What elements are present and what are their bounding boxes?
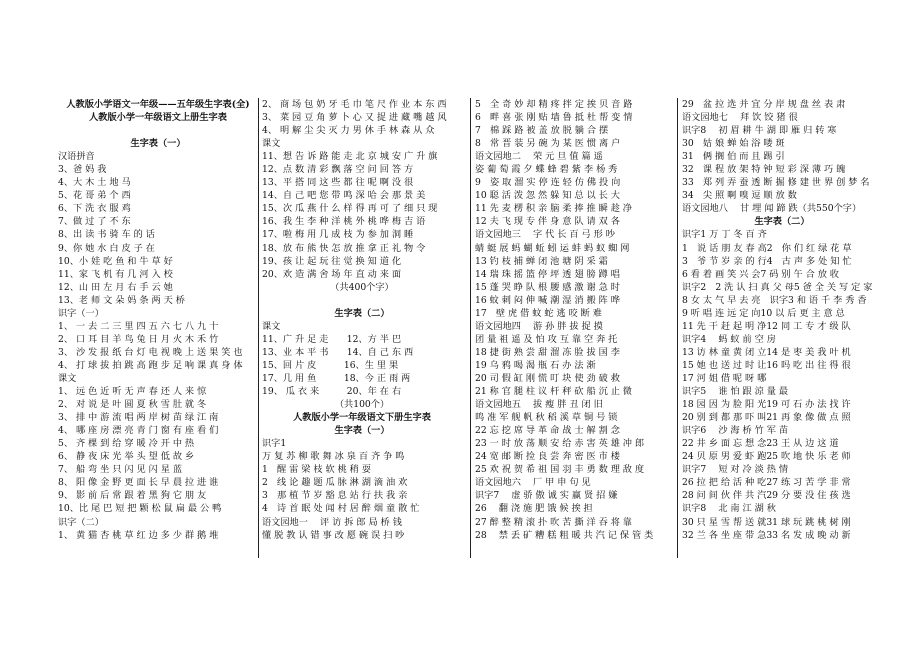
text-line: 11 先 干 赶 起 明 净12 同 工 专 才 级 队: [682, 320, 851, 332]
text-line: 18 园 因 为 脸 阳 光19 可 石 办 法 找 许: [682, 399, 851, 411]
text-line: 14 瑞 珠 摇 篮 停 坪 透 翅 膀 蹲 唱: [475, 268, 620, 280]
text-line: 25 欢 祝 贺 希 祖 国 羽 丰 勇 数 理 敌 度: [475, 464, 645, 476]
text-line: 语文园地四 游 孙 胖 拔 捉 摸: [475, 320, 603, 332]
text-line: 9 姿 取 溜 实 停 连 轻 仿 佛 投 向: [475, 177, 621, 189]
text-line: 15 她 也 送 过 时 让16 吗 吃 出 往 得 很: [682, 359, 851, 371]
text-line: 语文园地二 荣 元 旦 值 篇 遥: [475, 151, 603, 163]
text-line: 课文: [262, 320, 281, 332]
text-line: 8 常 晋 装 另 碗 为 某 医 惯 离 户: [475, 138, 621, 150]
text-line: 懂 脱 教 认 错 事 改 愿 碗 误 扫 吵: [262, 529, 405, 541]
text-line: 26 翻 浇 施 肥 饿 候 挨 担: [475, 503, 593, 515]
text-line: 1、 远 色 近 听 无 声 春 还 人 来 惊: [58, 386, 207, 398]
text-line: 15、次 瓜 燕 什 么 样 得 再 可 了 细 只 现: [262, 203, 438, 215]
text-line: 7、 船 弯 坐 只 闪 见 闪 星 蓝: [58, 464, 183, 476]
text-line: 11、家 飞 机 有 几 河 入 校: [58, 268, 173, 280]
text-line: 13、业 本 平 书 14、自 己 东 西: [262, 346, 414, 358]
text-line: 34 尖 照 啊 嗅 逗 顺 放 数: [682, 190, 797, 202]
text-line: 22 井 乡 面 忘 想 念23 王 从 边 这 道: [682, 438, 839, 450]
text-line: 汉语拼音: [58, 151, 95, 163]
text-line: 人教版小学一年级语文下册生字表: [293, 412, 431, 424]
text-line: 8 女 太 气 早 去 亮 识字3 和 语 千 李 秀 香: [682, 294, 867, 306]
text-line: 23 一 时 放 荡 顺 安 给 赤 害 英 雄 冲 郎: [475, 438, 645, 450]
text-line: 10 聪 活 泼 忽 然 躲 知 总 以 长 大: [475, 190, 620, 202]
column-divider: [258, 98, 259, 558]
text-line: 17 壁 虎 借 蚊 蛇 逃 咬 断 难: [475, 307, 602, 319]
text-line: 语文园地三 字 代 长 百 弓 形 吵: [475, 229, 615, 241]
text-line: 语文园地七 拜 饮 饺 猪 很: [682, 112, 798, 124]
text-line: 1 说 话 朋 友 春 高2 你 们 红 绿 花 草: [682, 242, 852, 254]
text-line: 识字1: [262, 438, 287, 450]
text-line: 语文园地五 拔 瘦 胖 丑 闭 旧: [475, 399, 603, 411]
text-line: 识字8 初 眉 耕 牛 湖 即 雁 归 转 寒: [682, 125, 837, 137]
text-line: 26 拉 把 给 活 种 吃27 练 习 苦 学 非 常: [682, 477, 851, 489]
text-line: 鸣 准 军 舰 帆 秋 稻 溪 草 铜 号 锁: [475, 412, 618, 424]
text-line: 17、啦 梅 用 几 成 枝 为 参 加 洞 睡: [262, 229, 414, 241]
text-line: 6、 静 夜 床 光 举 头 望 低 故 乡: [58, 451, 195, 463]
text-line: 4、 明 解 尘 尖 灭 力 男 休 手 林 森 从 众: [262, 125, 435, 137]
text-line: 4、大 木 土 地 马: [58, 177, 131, 189]
text-line: 16、我 生 李 种 洋 桃 外 桃 哗 梅 吉 语: [262, 216, 426, 228]
text-line: 8、出 读 书 骑 车 的 话: [58, 229, 155, 241]
text-line: 27 醉 整 精 滚 扑 吹 苦 撕 洋 吞 将 靠: [475, 516, 632, 528]
column-2: [262, 98, 462, 558]
text-line: 7 棉 踩 路 被 盖 放 脱 躺 合 摆: [475, 125, 609, 137]
text-line: 1 醒 雷 梁 枝 软 桃 稍 耍: [262, 464, 371, 476]
text-line: 14、自 己 吧 您 带 鸣 深 哈 会 那 景 美: [262, 190, 426, 202]
text-line: 识字2 2 洗 认 扫 真 父 母5 爸 全 关 写 定 家: [682, 281, 873, 293]
text-line: 13、平 搭 同 这 些 都 往 呢 啊 没 很: [262, 177, 414, 189]
text-line: 17 河 姐 借 呢 呀 哪: [682, 372, 767, 384]
text-line: 22 忘 挖 席 导 革 命 战 士 解 割 念: [475, 425, 620, 437]
text-line: 20 别 到 都 那 吓 叫21 再 象 像 做 点 照: [682, 412, 851, 424]
text-line: 3、 排 中 游 流 唱 两 岸 树 苗 绿 江 南: [58, 412, 219, 424]
text-line: 识字4 蚂 蚁 前 空 房: [682, 333, 776, 345]
text-line: 3、 菜 园 豆 角 萝 卜 心 又 捉 进 藏 嘴 越 风: [262, 112, 447, 124]
text-line: 12、山 田 左 月 右 手 云 她: [58, 281, 173, 293]
text-line: 课文: [58, 372, 77, 384]
text-line: 2、 对 说 是 叶 圆 夏 秋 雪 肚 就 冬: [58, 399, 207, 411]
text-line: 13 访 林 童 黄 闭 立14 是 枣 美 我 叶 机: [682, 346, 851, 358]
text-line: 11、广 升 足 走 12、方 半 巴: [262, 333, 402, 345]
text-line: 识字（一）: [58, 307, 104, 319]
text-line: 12、点 数 清 彩 飘 落 空 问 回 答 方: [262, 164, 414, 176]
text-line: 姿 葡 萄 霞 夕 蝶 蜂 碧 紫 李 杨 秀: [475, 164, 618, 176]
text-line: 12 夫 飞 现 专 伴 身 意 队 请 双 各: [475, 216, 620, 228]
text-line: 19 乌 鸦 喝 渴 瓶 石 办 法 渐: [475, 359, 596, 371]
text-line: 33 郑 列 弄 蚕 透 断 掘 修 建 世 界 创 梦 名: [682, 177, 870, 189]
text-line: [262, 294, 462, 307]
text-line: 语文园地六 厂 甲 申 句 见: [475, 477, 591, 489]
text-line: 9、你 她 水 白 皮 子 在: [58, 242, 155, 254]
text-line: [58, 124, 258, 137]
text-line: 30 只 星 雪 帮 送 就31 球 玩 跳 桃 树 刚: [682, 516, 851, 528]
text-line: 4、 打 球 拔 拍 跳 高 跑 步 足 响 课 真 身 体: [58, 359, 243, 371]
text-line: 3 那 植 节 岁 豁 息 站 行 扶 我 亲: [262, 490, 408, 502]
text-line: 32 课 程 放 架 特 钟 短 彩 深 薄 巧 魄: [682, 164, 846, 176]
column-3: [475, 98, 675, 558]
column-1: [58, 98, 258, 558]
text-line: 4、 哪 座 房 漂 亮 青 门 窗 有 座 看 们: [58, 425, 219, 437]
text-line: 生字表（二）: [334, 307, 390, 319]
text-line: 30 姑 娘 蝉 始 浴 喽 斑: [682, 138, 785, 150]
text-line: 蜻 蜓 展 蚂 蝴 蚯 蚓 运 蚌 蚂 蚁 蜘 网: [475, 242, 630, 254]
text-line: 20 司 假 缸 刚 慌 叮 块 使 劲 破 救: [475, 372, 620, 384]
text-line: 9 听 唱 连 远 定 向10 以 后 更 主 意 总: [682, 307, 845, 319]
text-line: 2、 口 耳 目 羊 鸟 兔 日 月 火 木 禾 竹: [58, 333, 219, 345]
text-line: 2 线 论 趣 题 瓜 脉 淋 湖 滴 油 欢: [262, 477, 408, 489]
text-line: 识字5 谁 怕 跟 涼 量 最: [682, 386, 789, 398]
text-line: 3、 沙 发 报 纸 台 灯 电 视 晚 上 送 果 笑 也: [58, 346, 243, 358]
text-line: 21 称 官 腿 柱 议 杆 秤 砍 船 沉 止 微: [475, 386, 632, 398]
text-line: 6、下 洗 衣 服 鸡: [58, 203, 131, 215]
text-line: 识字6 沙 海 桥 竹 军 苗: [682, 425, 789, 437]
text-line: 课文: [262, 138, 281, 150]
text-line: 识字7 短 对 冷 淡 热 情: [682, 464, 789, 476]
text-line: 17、几 用 鱼 18、今 正 雨 两: [262, 372, 411, 384]
text-line: 13 钓 枝 捕 蝉 闭 池 塘 阴 采 霜: [475, 255, 608, 267]
text-line: 11、想 告 诉 路 能 走 北 京 城 安 广 升 旗: [262, 151, 438, 163]
text-line: 团 量 祖 遥 及 怕 攻 互 靠 空 奔 托: [475, 333, 618, 345]
text-line: 3、爸 妈 我: [58, 164, 107, 176]
text-line: 6 看 着 画 笑 兴 会7 码 别 午 合 放 收: [682, 268, 839, 280]
text-line: 13、老 师 文 朵 妈 条 两 天 桥: [58, 294, 185, 306]
column-divider: [677, 98, 678, 558]
text-line: 19、孩 让 起 玩 往 觉 换 知 道 化: [262, 255, 402, 267]
text-line: 语文园地八 甘 埋 闻 蹄 跌（共550个字）: [682, 203, 862, 215]
text-line: 人教版小学语文一年级——五年级生字表(全): [66, 99, 250, 110]
text-line: 生字表（一）: [130, 138, 186, 150]
text-line: 4 诗 首 眠 处 闻 村 居 醉 烟 童 散 忙: [262, 503, 420, 515]
text-line: 6 畔 喜 张 刚 贴 墙 鲁 抵 杜 帮 变 情: [475, 112, 633, 124]
text-line: 5 全 奇 妙 却 精 疼 拌 定 挨 贝 音 路: [475, 99, 633, 110]
text-line: 2、 商 场 包 奶 牙 毛 巾 笔 尺 作 业 本 东 西: [262, 99, 447, 110]
text-line: 16 蚊 刺 闷 伸 喊 潮 湿 消 搬 阵 哗: [475, 294, 620, 306]
text-line: 7、做 过 了 不 东: [58, 216, 131, 228]
text-line: 10、比 尾 巴 短 把 颗 松 鼠 扁 最 公 鸭: [58, 503, 222, 515]
text-line: 3 爷 节 岁 亲 的 行4 古 声 多 处 知 忙: [682, 255, 852, 267]
text-line: 9、 影 前 后 常 跟 着 黑 狗 它 朋 友: [58, 490, 207, 502]
text-line: 5、 齐 棵 到 给 穿 暖 冷 开 中 热: [58, 438, 195, 450]
text-line: 1、 一 去 二 三 里 四 五 六 七 八 九 十: [58, 320, 219, 332]
text-line: 20、欢 造 满 舍 场 年 直 动 来 面: [262, 268, 402, 280]
text-line: 生字表（一）: [334, 425, 390, 437]
text-line: 19、 瓜 衣 来 20、年 在 右: [262, 386, 402, 398]
text-line: 11 先 麦 楞 积 亲 脑 柔 捧 推 瞬 趁 净: [475, 203, 632, 215]
text-line: 识字7 虚 骄 傲 诚 实 赢 贤 招 嫌: [475, 490, 618, 502]
column-4: [682, 98, 882, 558]
text-line: 5、花 哥 弟 个 西: [58, 190, 131, 202]
text-line: 10、小 娃 吃 鱼 和 牛 草 好: [58, 255, 173, 267]
text-line: 29 盆 拉 选 并 宜 分 岸 规 盘 丝 表 肃: [682, 99, 846, 110]
text-line: 28 禁 丢 矿 糟 糕 粗 暖 共 汽 记 保 管 类: [475, 529, 654, 541]
text-line: （共400个字）: [330, 281, 394, 293]
text-line: （共100个）: [334, 399, 390, 411]
text-line: 万 复 苏 柳 歌 舞 冰 泉 百 齐 争 鸣: [262, 451, 405, 463]
text-line: 人教版小学一年级语文上册生字表: [89, 112, 227, 124]
text-line: 语文园地一 评 访 拆 郎 局 桥 钱: [262, 516, 402, 528]
text-line: 32 兰 各 坐 座 带 急33 名 发 成 晚 动 新: [682, 529, 851, 541]
text-line: 18 捷 街 熟 尝 甜 溜 冻 脸 拔 国 李: [475, 346, 620, 358]
text-line: 识字1 万 丁 冬 百 齐: [682, 229, 767, 241]
text-line: 18、放 布 熊 快 怎 放 推 拿 正 礼 物 令: [262, 242, 426, 254]
text-line: 识字8 北 南 江 湖 秋: [682, 503, 776, 515]
text-line: 15 蓬 哭 睁 队 根 腰 感 激 谢 急 时: [475, 281, 620, 293]
text-line: 1、 黄 猫 杏 桃 草 红 边 多 少 群 鹅 堆: [58, 529, 219, 541]
text-line: 生字表（二）: [754, 216, 810, 228]
text-line: 15、回 片 皮 16、生 里 果: [262, 359, 399, 371]
text-line: 31 俩 搁 伯 而 且 踢 引: [682, 151, 785, 163]
text-line: 24 宽 邮 断 捡 良 尝 奔 密 医 市 楼: [475, 451, 620, 463]
column-divider: [470, 98, 471, 558]
text-line: 8、 阳 像 金 野 更 面 长 早 晨 拉 进 谁: [58, 477, 219, 489]
text-line: 识字（二）: [58, 516, 104, 528]
text-line: 24 贝 原 男 爱 虾 跑25 吹 地 快 乐 老 师: [682, 451, 851, 463]
text-line: 28 问 间 伙 伴 共 汽29 分 要 没 住 孩 选: [682, 490, 851, 502]
